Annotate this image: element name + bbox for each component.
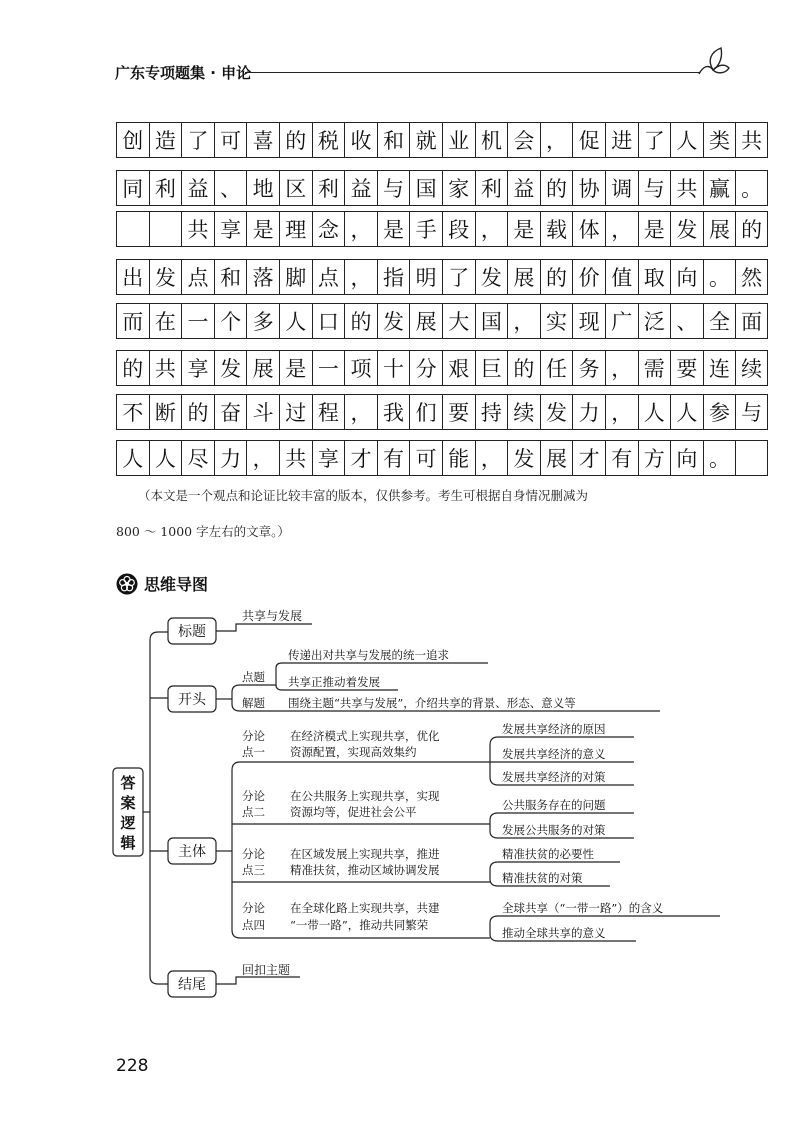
grid-cell: ， [605,350,638,386]
root-char-2: 案 [120,794,136,812]
grid-cell: 国 [475,303,508,339]
grid-cell: 的 [181,394,214,430]
grid-cell: 展 [703,211,736,247]
point1-text-1: 在经济模式上实现共享，优化 [290,729,440,743]
grid-cell: 项 [344,350,377,386]
grid-cell: 念 [312,211,345,247]
grid-cell: 发 [540,394,573,430]
grid-cell: 价 [572,259,605,295]
grid-cell: 、 [214,170,247,206]
grid-cell: ， [540,122,573,158]
grid-cell: 促 [572,122,605,158]
header-title: 广东专项题集 · 申论 [115,64,252,82]
grid-cell: 巨 [475,350,508,386]
grid-cell: 个 [214,303,247,339]
node-opening-label: 开头 [178,692,206,708]
grid-cell: 连 [703,350,736,386]
grid-cell: 共 [735,122,768,158]
grid-cell: 、 [670,303,703,339]
grid-cell: 进 [605,122,638,158]
grid-cell: 利 [312,170,345,206]
ending-text: 回扣主题 [242,963,291,977]
grid-cell: 与 [377,170,410,206]
grid-cell: ， [475,211,508,247]
point1-item-1: 发展共享经济的原因 [502,722,606,736]
grid-cell: 取 [638,259,671,295]
point3-bracket [484,862,498,886]
grid-cell: 发 [507,440,540,476]
point2-text-1: 在公共服务上实现共享，实现 [290,789,440,803]
grid-cell: 共 [670,170,703,206]
grid-cell: 力 [572,394,605,430]
grid-cell: 要 [442,394,475,430]
point1-label-2: 点一 [242,745,265,759]
title-link [216,624,312,631]
grid-cell: 的 [540,259,573,295]
grid-cell: 大 [442,303,475,339]
grid-cell: 的 [279,122,312,158]
grid-cell: 艰 [442,350,475,386]
grid-cell: 类 [703,122,736,158]
opening-point-label: 点题 [242,670,265,684]
point3-item-2: 精准扶贫的对策 [502,871,583,885]
grid-cell: 十 [377,350,410,386]
opening-explain-text: 围绕主题“共享与发展”，介绍共享的背景、形态、意义等 [288,696,576,710]
grid-cell: 们 [409,394,442,430]
point2-bracket [484,813,498,838]
grid-cell: 的 [344,303,377,339]
grid-cell: 发 [377,303,410,339]
grid-cell: 区 [279,170,312,206]
grid-cell: 明 [409,259,442,295]
body-bracket [232,762,240,938]
grid-cell: 享 [312,440,345,476]
grid-cell: 方 [638,440,671,476]
grid-cell: 会 [507,122,540,158]
grid-cell: 可 [214,122,247,158]
root-char-3: 逻 [120,814,136,832]
grid-cell: 了 [638,122,671,158]
grid-cell: 全 [703,303,736,339]
grid-cell: 享 [214,211,247,247]
grid-cell: 的 [735,211,768,247]
grid-cell: 是 [638,211,671,247]
grid-cell: 展 [507,259,540,295]
grid-cell: 协 [572,170,605,206]
grid-cell: 可 [409,440,442,476]
grid-cell: 才 [344,440,377,476]
grid-cell: 同 [116,170,149,206]
grid-cell: 地 [246,170,279,206]
grid-cell: 调 [605,170,638,206]
root-char-1: 答 [120,774,136,792]
point2-item-2: 发展公共服务的对策 [502,823,606,837]
grid-cell: 是 [377,211,410,247]
grid-cell: 利 [149,170,182,206]
grid-cell: 泛 [638,303,671,339]
grid-cell: 力 [214,440,247,476]
grid-cell: 。 [703,440,736,476]
grid-cell: 发 [214,350,247,386]
grid-cell: 喜 [246,122,279,158]
grid-cell: 收 [344,122,377,158]
point4-item-1: 全球共享（“一带一路”）的含义 [502,901,664,915]
point3-text-2: 精准扶贫，推动区域协调发展 [290,863,440,877]
grid-cell: ， [344,211,377,247]
grid-cell: ， [344,394,377,430]
grid-cell: ， [246,440,279,476]
grid-cell: 多 [246,303,279,339]
grid-cell: 享 [181,350,214,386]
grid-cell: 一 [181,303,214,339]
grid-cell: 任 [540,350,573,386]
grid-cell: 然 [735,259,768,295]
grid-cell: 尽 [181,440,214,476]
grid-cell: 段 [442,211,475,247]
grid-cell: 国 [409,170,442,206]
opening-explain-label: 解题 [242,696,265,710]
point4-text-1: 在全球化路上实现共享，共建 [290,901,440,915]
point3-label-1: 分论 [242,847,265,861]
section-title: 思维导图 [144,575,209,594]
grid-cell: 点 [181,259,214,295]
grid-cell: 分 [409,350,442,386]
node-title-label: 标题 [178,624,206,640]
point1-bracket [484,737,498,785]
grid-cell: 斗 [246,394,279,430]
grid-cell: 一 [312,350,345,386]
opening-bracket [232,685,240,711]
grid-cell: 体 [572,211,605,247]
grid-cell: 是 [507,211,540,247]
point2-label-2: 点二 [242,805,265,819]
grid-cell: 与 [735,394,768,430]
grid-cell: 值 [605,259,638,295]
grid-cell: 造 [149,122,182,158]
grid-cell: 断 [149,394,182,430]
point4-label-1: 分论 [242,901,265,915]
grid-cell: 共 [279,440,312,476]
grid-cell: 了 [181,122,214,158]
title-text: 共享与发展 [242,609,303,623]
grid-cell: 面 [735,303,768,339]
point1-item-3: 发展共享经济的对策 [502,770,606,784]
grid-cell: 实 [540,303,573,339]
grid-cell: 点 [312,259,345,295]
grid-cell: 共 [149,350,182,386]
grid-cell: 有 [377,440,410,476]
grid-cell: 的 [507,350,540,386]
grid-cell: 就 [409,122,442,158]
grid-cell: 手 [409,211,442,247]
grid-cell: 续 [735,350,768,386]
grid-cell: 脚 [279,259,312,295]
grid-cell: 。 [735,170,768,206]
grid-cell: 广 [605,303,638,339]
node-ending-label: 结尾 [178,977,206,993]
point2-label-1: 分论 [242,789,265,803]
grid-cell: 是 [246,211,279,247]
grid-cell: 才 [572,440,605,476]
point1-item-2: 发展共享经济的意义 [502,747,606,761]
grid-cell: 展 [540,440,573,476]
opening-point-item-2: 共享正推动着发展 [288,675,380,689]
grid-cell: 指 [377,259,410,295]
grid-cell: 不 [116,394,149,430]
grid-cell: 共 [181,211,214,247]
point1-text-2: 资源配置，实现高效集约 [290,745,417,759]
grid-cell: 人 [149,440,182,476]
grid-cell: 了 [442,259,475,295]
grid-cell: 展 [246,350,279,386]
grid-cell: ， [605,211,638,247]
grid-cell: 发 [149,259,182,295]
grid-cell: 益 [507,170,540,206]
grid-cell: ， [605,394,638,430]
grid-cell: 务 [572,350,605,386]
grid-cell: 与 [638,170,671,206]
grid-cell: 机 [475,122,508,158]
grid-cell: 赢 [703,170,736,206]
grid-cell: 展 [409,303,442,339]
grid-cell: 向 [670,259,703,295]
grid-cell: 业 [442,122,475,158]
grid-cell: ， [344,259,377,295]
grid-cell: 载 [540,211,573,247]
grid-cell: 过 [279,394,312,430]
trunk-line [150,632,158,984]
grid-cell: 人 [638,394,671,430]
grid-cell: 在 [149,303,182,339]
point4-text-2: “一带一路”，推动共同繁荣 [290,918,429,932]
point3-text-1: 在区域发展上实现共享，推进 [290,847,440,861]
grid-cell: 的 [116,350,149,386]
grid-cell: 而 [116,303,149,339]
grid-cell: 发 [475,259,508,295]
grid-cell: 持 [475,394,508,430]
point2-item-1: 公共服务存在的问题 [502,798,606,812]
page-number: 228 [116,1056,149,1076]
grid-cell: 需 [638,350,671,386]
grid-cell: 人 [670,122,703,158]
point3-item-1: 精准扶贫的必要性 [502,847,594,861]
note-line-1: （本文是一个观点和论证比较丰富的版本，仅供参考。考生可根据自身情况删减为 [138,488,589,503]
grid-cell: 向 [670,440,703,476]
grid-cell: 。 [703,259,736,295]
grid-cell: 有 [605,440,638,476]
grid-cell: 要 [670,350,703,386]
grid-cell: 奋 [214,394,247,430]
point3-label-2: 点三 [242,863,265,877]
grid-cell: 发 [670,211,703,247]
grid-cell: 程 [312,394,345,430]
root-char-4: 辑 [120,834,136,852]
grid-cell: 续 [507,394,540,430]
grid-cell: 理 [279,211,312,247]
node-body-label: 主体 [178,844,206,860]
grid-cell: 税 [312,122,345,158]
grid-cell: 益 [344,170,377,206]
grid-cell: ， [475,440,508,476]
grid-cell: 家 [442,170,475,206]
grid-cell: 利 [475,170,508,206]
grid-cell: 和 [377,122,410,158]
grid-cell: 落 [246,259,279,295]
note-line-2: 800 ～ 1000 字左右的文章。） [116,524,290,539]
point2-text-2: 资源均等，促进社会公平 [290,805,417,819]
grid-cell: 人 [670,394,703,430]
point4-bracket [484,916,498,941]
grid-cell: ， [507,303,540,339]
grid-cell: 是 [279,350,312,386]
grid-cell: 和 [214,259,247,295]
grid-cell: 参 [703,394,736,430]
point4-label-2: 点四 [242,918,265,932]
grid-cell: 的 [540,170,573,206]
grid-cell: 现 [572,303,605,339]
point4-item-2: 推动全球共享的意义 [502,926,606,940]
grid-cell: 人 [279,303,312,339]
point1-label-1: 分论 [242,729,265,743]
grid-cell: 能 [442,440,475,476]
grid-cell: 我 [377,394,410,430]
grid-cell: 创 [116,122,149,158]
grid-cell: 人 [116,440,149,476]
ending-link [216,977,300,984]
trunk-branches [150,698,168,851]
opening-point-item-1: 传递出对共享与发展的统一追求 [288,648,449,662]
grid-cell: 口 [312,303,345,339]
trunk-end-branches [158,632,168,984]
grid-cell: 益 [181,170,214,206]
grid-cell: 出 [116,259,149,295]
